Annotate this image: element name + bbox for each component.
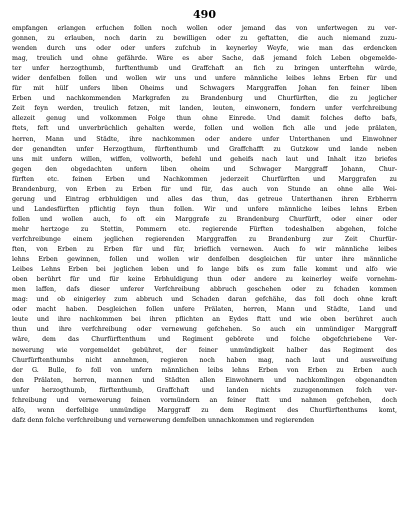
text-line: mehr hertzoge zu Stettin, Pommern etc. regierende Fürften todeshalben abgehen, folche [12, 225, 397, 233]
text-line: allezeit genug und volkommen Folge thun ohne Einrede. Und damit folches defto bafs, [12, 115, 397, 123]
text-line: Churfürftenthumbs nicht annehmen, regieren noch haben mag, nach laut und ausweifung [12, 356, 397, 364]
text-line: herren, Mann und Städte, ihre nachkommen oder andere unfer Unterthanen und Einwohner [12, 135, 397, 143]
text-line: den Prälaten, herren, mannen und Städten allen Einwohnern und nachkomlingen obgenandten [12, 376, 397, 384]
text-line: der G. Bulle, fo foll von unfern männlichen leibs lehns Erben von Erben zu Erben auch [12, 366, 397, 374]
text-line: newerung wie vorgemeldet gebühret, der feiner unmündigkeit halber das Regiment des [12, 346, 397, 354]
text-line: und Landesfürften pflichtig feyn thun follen. Wir und unfere männliche leibes lehns Erben [12, 205, 397, 213]
text-line: ter unfer herzogthumb, furftenthumb und Graffchaft an fich zu bringen unterftehn würde, [12, 65, 397, 73]
text-line: Brandenburg, von Erben zu Erben für und für, das auch von Stunde an ohne alle Wei- [12, 185, 397, 193]
text-line: thun und ihre verfchreibung oder vernewung gefchehen. So auch ein unmündiger Marggraff [12, 326, 397, 334]
text-line: mag: und ob einigerley zum abbruch und Schaden daran gefchähe, das foll doch ohne kraft [12, 296, 397, 304]
text-line: mag, treulich und ohne gefährde. Wäre es aber Sache, daß jemand folch Leben obgemelde- [12, 55, 397, 63]
text-line: für mit hülf unfers liben Oheims und Schwagers Marggraffen Johan fen feiner liben [12, 85, 397, 93]
text-line: ften, von Erben zu Erben für und für, brieflich vernewen. Auch fo wir männliche leibes [12, 246, 397, 254]
text-line: men laffen, dafs dieser unferer Verfchreibung abbruch geschehen oder zu fchaden kommen [12, 286, 397, 294]
text-line: gonnen, zu erlauben, noch darin zu bewilligen oder zu geftatten, die auch niemand zuzu- [12, 35, 397, 43]
text-line: der genandten unfer Herzogthum, fürftenthumb und Graffchafft zu Gutzkow und lande neben [12, 145, 397, 153]
text-line: wenden durch uns oder oder unfers zufchub in keynerley Weyfe, wie man das erdencken [12, 45, 397, 53]
page-number: 490 [193, 8, 216, 21]
text-line: verfchreibunge einem jeglichen regierenden Marggraffen zu Brandenburg zur Zeit Churfür- [12, 235, 397, 243]
text-line: ftets, feft und unverbrüchlich gehalten werde, follen und wollen fich alle und jede prälaten, [12, 125, 397, 133]
text-line: Erben und nachkommenden Markgrafen zu Brandenburg und Churfürften, die zu jeglicher [12, 95, 397, 103]
text-line: oben berührt für und für keine Erbhuldigung thun oder andere zu keinerley weife vornehm- [12, 276, 397, 284]
text-line: oder macht haben. Desgleichen follen unfere Prälaten, herren, Mann und Städte, Land und [12, 306, 397, 314]
text-line: uns mit unfern willen, wiffen, vollworth, befehl und geheifs nach laut und Inhalt itzo briefes [12, 155, 397, 163]
text-line: unfer herzogthumb, fürftenthumb, Graffchaft und landen nichts zuzugenommen folch ver- [12, 386, 397, 394]
text-line: lehns Erben gewinnen, follen und wollen wir denfelben desgleichen für unter ihre männliche [12, 256, 397, 264]
text-line: alfo, wenn derfelbige unmündige Marggraff zu dem Regiment des Churfürftenthums komt, [12, 406, 397, 414]
text-line: Leibes Lehns Erben bei jeglichen leben und fo lange bifs es zum falle kommt und alfo wie [12, 266, 397, 274]
text-line: wäre, dem das Churfürftenthum und Regiment gebörete und folche obgefchriebene Ver- [12, 336, 397, 344]
text-line: gerung und Eintrag erbhuldigen und alles das thun, das getreue Unterthanen ihren Erbherrn [12, 195, 397, 203]
text-line: empfangen erlangen erfuchen follen noch wollen oder jemand das von unfertwegen zu ver- [12, 25, 397, 32]
text-line: dafz denn folche verfchreibung und vernewerung demfelben unnachkommen und regierenden [12, 416, 315, 424]
text-line: gegen den obgedachten unfern liben oheim und Schwager Marggraff Johann, Chur- [12, 165, 397, 173]
text-line: fürften etc. feinen Erben und Nachkommen jederzeit Churfürften und Marggrafen zu [12, 175, 397, 183]
body-text [12, 24, 397, 426]
text-line: follen und wollen auch, fo oft ein Marggrafe zu Brandenburg Churfürft, oder einer oder [12, 215, 397, 223]
text-line: leute und ihre nachkommen bei ihren pflichten an Eydes ftatt und wie oben berühret auch [12, 316, 397, 324]
text-line: fchreibung und vernewerung feinen vormündern an feiner ftatt und nahmen gefchehen, doch [12, 396, 397, 404]
text-line: wider denfelben follen und wollen wir uns und unfere männliche leibes lehns Erben für und [12, 75, 397, 83]
text-line: Zeit feyn werden, treulich fetzen, mit landen, leuten, einwonern, fondern unfer verfchreibung [12, 105, 397, 113]
